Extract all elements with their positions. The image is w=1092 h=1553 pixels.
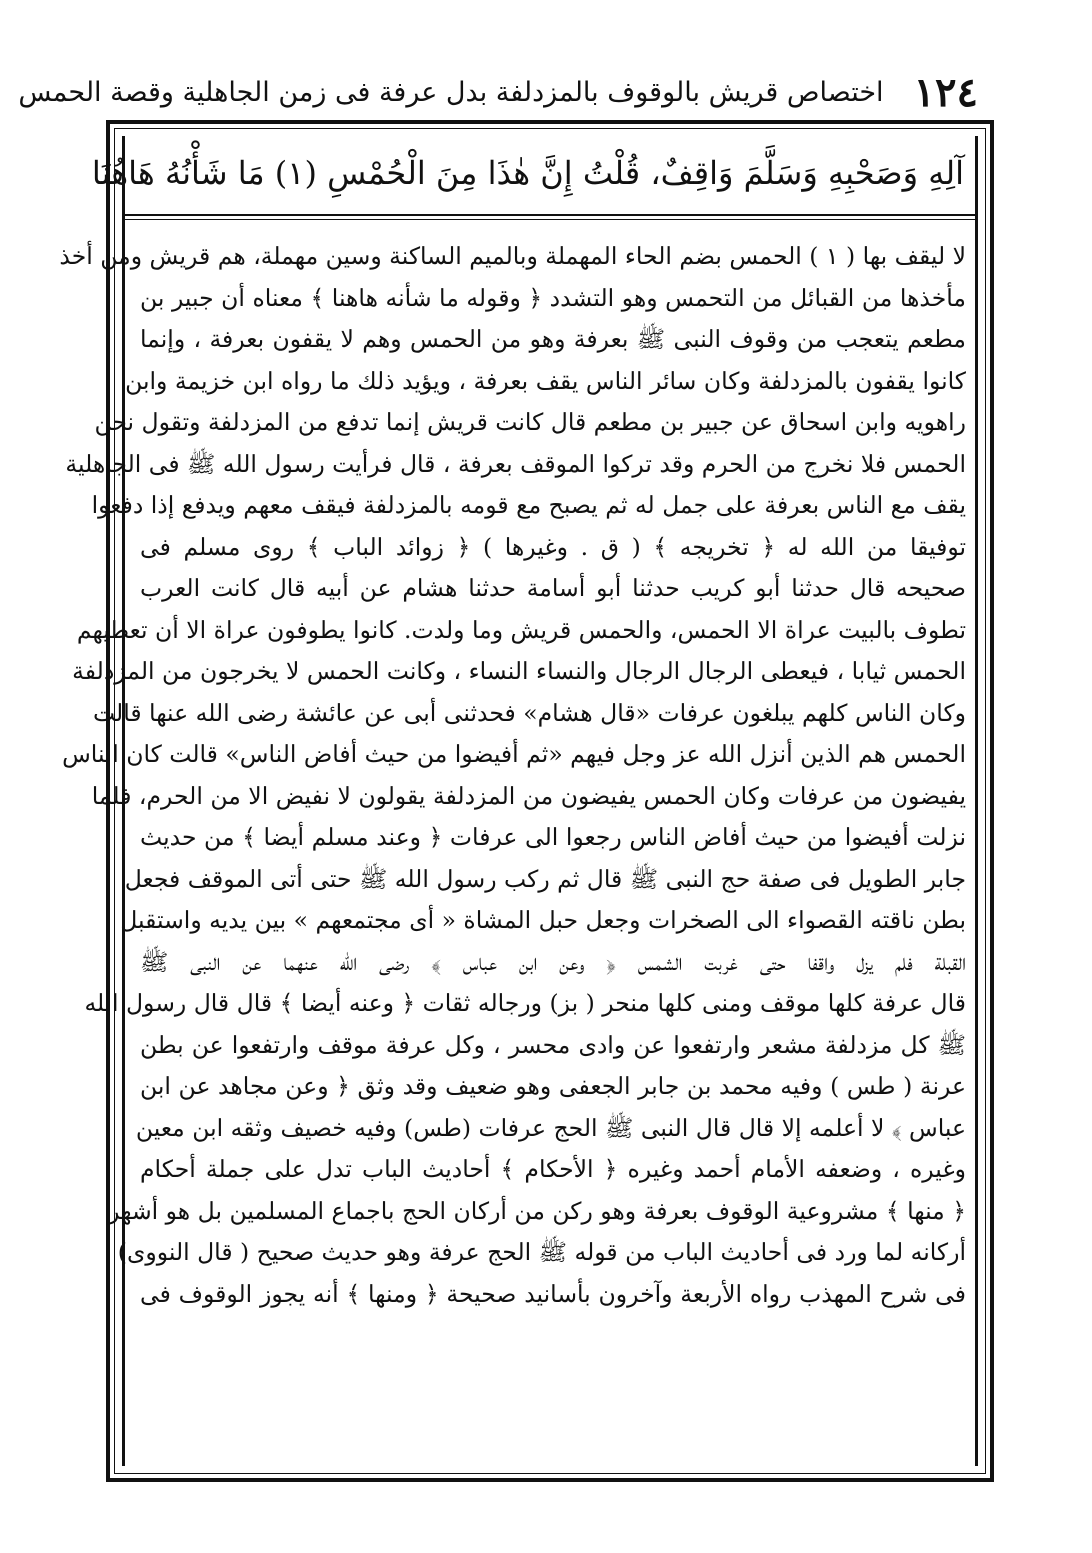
right-vertical-rule xyxy=(975,136,978,1466)
commentary-line: صحيحه قال حدثنا أبو كريب حدثنا أبو أسامة حدثنا هشام عن أبيه قال كانت العرب xyxy=(140,574,966,602)
commentary-line: الحمس هم الذين أنزل الله عز وجل فيهم «ثم أفيضوا من حيث أفاض الناس» قالت كان الناس xyxy=(62,740,966,768)
page-number: ١٢٤ xyxy=(913,68,978,116)
commentary-line: القبلة فلم يزل واقفا حتى غربت الشمس ﴿ وعن ابن عباس ﴾ رضى الله عنهما عن النبى ﷺ xyxy=(140,947,966,976)
commentary-line: توفيقا من الله له ﴿ تخريجه ﴾ ( ق . وغيرها ) ﴿ زوائد الباب ﴾ روى مسلم فى xyxy=(140,532,966,561)
commentary-line: تطوف بالبيت عراة الا الحمس، والحمس قريش وما ولدت. كانوا يطوفون عراة الا أن تعطيهم xyxy=(76,615,966,644)
commentary-line: عرنة ( طس ) وفيه محمد بن جابر الجعفى وهو ضعيف وقد وثق ﴿ وعن مجاهد عن ابن xyxy=(140,1072,966,1100)
page-header xyxy=(18,62,978,122)
commentary-line: ﷺ كل مزدلفة مشعر وارتفعوا عن وادى محسر ، وكل عرفة موقف وارتفعوا عن بطن xyxy=(140,1030,966,1059)
commentary-line: بطن ناقته القصواء الى الصخرات وجعل حبل المشاة « أى مجتمعهم » بين يديه واستقبل xyxy=(120,906,966,934)
commentary-line: أركانه لما ورد فى أحاديث الباب من قوله ﷺ الحج عرفة وهو حديث صحيح ( قال النووى) xyxy=(117,1238,966,1266)
commentary-line: يقف مع الناس بعرفة على جمل له ثم يصبح مع قومه بالمزدلفة فيقف معهم ويدفع إذا دفعوا xyxy=(91,491,966,519)
section-divider-thin xyxy=(122,219,978,220)
commentary-line: الحمس ثيابا ، فيعطى الرجال الرجال والنساء النساء ، وكانت الحمس لا يخرجون من المزدلفة xyxy=(72,657,966,685)
commentary-line: جابر الطويل فى صفة حج النبى ﷺ قال ثم ركب رسول الله ﷺ حتى أتى الموقف فجعل xyxy=(124,864,966,893)
commentary-line: قال عرفة كلها موقف ومنى كلها منحر ( بز) ورجاله ثقات ﴿ وعنه أيضا ﴾ قال قال رسول الله xyxy=(84,989,966,1017)
commentary-line: مطعم يتعجب من وقوف النبى ﷺ بعرفة وهو من الحمس وهم لا يقفون بعرفة ، وإنما xyxy=(140,325,966,353)
commentary-line: مأخذها من القبائل من التحمس وهو التشدد ﴿ وقوله ما شأنه هاهنا ﴾ معناه أن جبير بن xyxy=(140,283,966,312)
commentary-line: فى شرح المهذب رواه الأربعة وآخرون بأسانيد صحيحة ﴿ ومنها ﴾ أنه يجوز الوقوف فى xyxy=(140,1279,966,1308)
commentary-line: وكان الناس كلهم يبلغون عرفات «قال هشام» فحدثنى أبى عن عائشة رضى الله عنها قالت xyxy=(92,698,966,727)
commentary-line: ﴿ منها ﴾ مشروعية الوقوف بعرفة وهو ركن من أركان الحج باجماع المسلمين بل هو أشهر xyxy=(108,1196,966,1225)
commentary-line: يفيضون من عرفات وكان الحمس يفيضون من المزدلفة يقولون لا نفيض الا من الحرم، فلما xyxy=(91,781,966,810)
commentary-line: نزلت أفيضوا من حيث أفاض الناس رجعوا الى عرفات ﴿ وعند مسلم أيضا ﴾ من حديث xyxy=(140,823,966,851)
commentary-line: لا ليقف بها ( ١ ) الحمس بضم الحاء المهملة وبالميم الساكنة وسين مهملة، هم قريش ومن أخذ xyxy=(59,242,966,270)
commentary-line: الحمس فلا نخرج من الحرم وقد تركوا الموقف بعرفة ، قال فرأيت رسول الله ﷺ فى الجاهلية xyxy=(65,449,966,478)
running-title: اختصاص قريش بالوقوف بالمزدلفة بدل عرفة فى زمن الجاهلية وقصة الحمس xyxy=(18,76,884,108)
commentary-line: كانوا يقفون بالمزدلفة وكان سائر الناس يقف بعرفة ، ويؤيد ذلك ما رواه ابن خزيمة وابن xyxy=(125,366,966,395)
commentary-line: وغيره ، وضعفه الأمام أحمد وغيره ﴿ الأحكام ﴾ أحاديث الباب تدل على جملة أحكام xyxy=(140,1155,966,1183)
section-divider xyxy=(122,214,978,216)
commentary-line: راهويه وابن اسحاق عن جبير بن مطعم قال كانت قريش إنما تدفع من المزدلفة وتقول نحن xyxy=(94,408,966,436)
commentary-block xyxy=(59,236,966,1315)
commentary-line: عباس ﴾ لا أعلمه إلا قال قال النبى ﷺ الحج عرفات (طس) وفيه خصيف وثقه ابن معين xyxy=(135,1113,966,1142)
hadith-text: آلِهِ وَصَحْبِهِ وَسَلَّمَ وَاقِفٌ، قُلْتُ إِنَّ هٰذَا مِنَ الْحُمْسِ (١) مَا شَأْنُهُ هَاهُنَا xyxy=(91,154,964,192)
